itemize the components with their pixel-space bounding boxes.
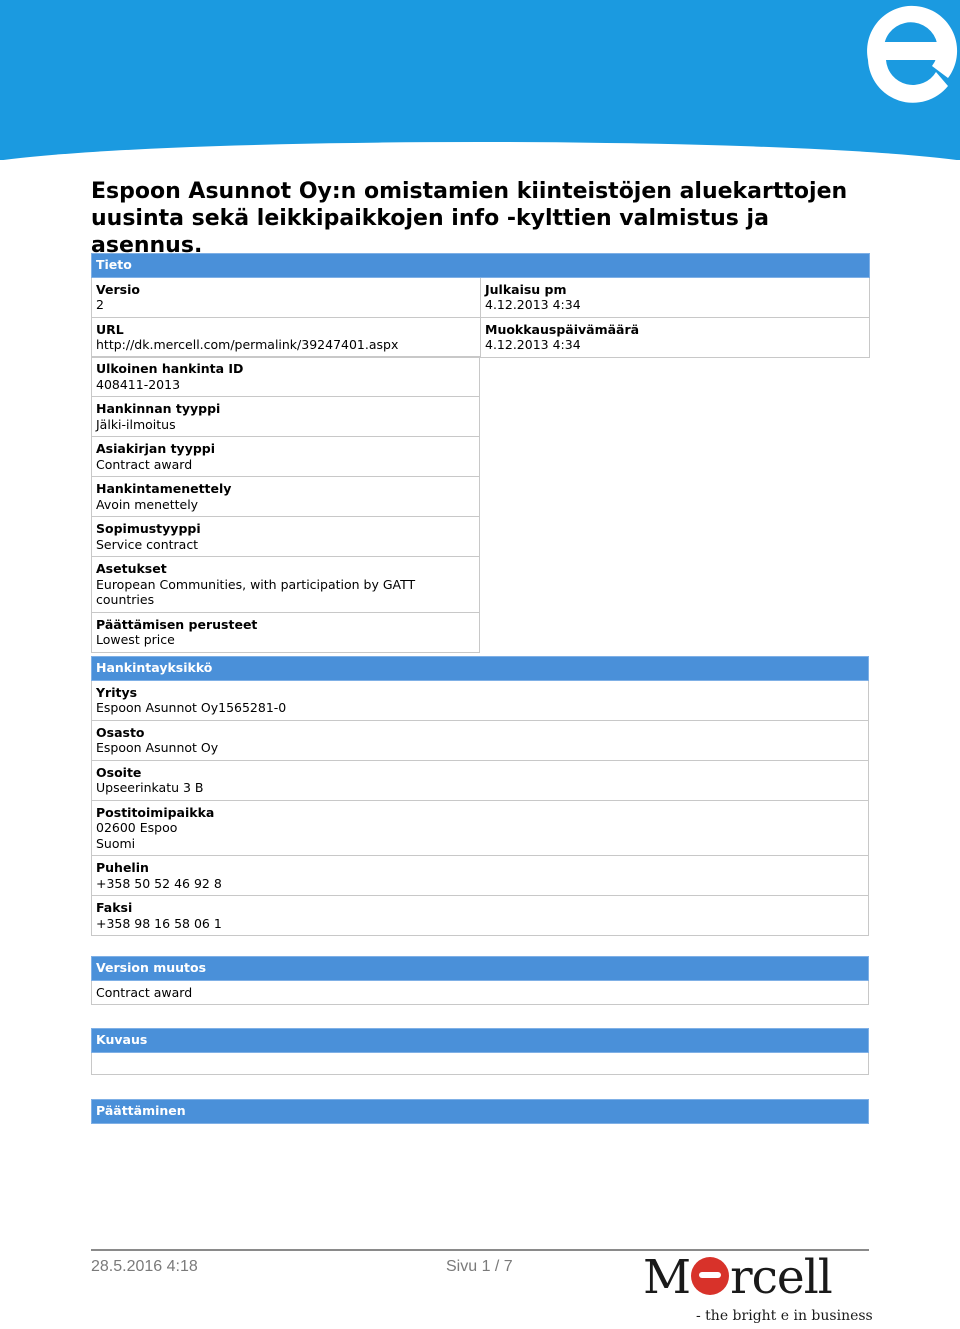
tieto-header-row [92, 254, 870, 278]
brand-name [643, 1252, 832, 1304]
field-osoite [92, 760, 869, 800]
field-value: +358 98 16 58 06 1 [96, 915, 222, 931]
field-postitoimipaikka [92, 800, 869, 856]
hankintayksikko-header: Hankintayksikkö [92, 657, 869, 681]
field-value-country: Suomi [96, 835, 136, 851]
julkaisu-cell [481, 277, 870, 317]
version-muutos-header: Version muutos [92, 957, 869, 981]
kuvaus-section [91, 1028, 869, 1075]
field-label: Puhelin [96, 860, 149, 875]
field-sopimustyyppi [92, 517, 480, 557]
field-label: Faksi [96, 900, 133, 915]
field-label: Ulkoinen hankinta ID [96, 361, 244, 376]
field-value: +358 50 52 46 92 8 [96, 875, 222, 891]
field-value: Contract award [96, 456, 193, 472]
muokkaus-label: Muokkauspäivämäärä [485, 321, 640, 337]
tieto-fields [91, 356, 480, 653]
url-label: URL [96, 321, 124, 337]
muokkaus-cell [481, 317, 870, 357]
mercell-brand-logo [643, 1250, 873, 1328]
julkaisu-value: 4.12.2013 4:34 [485, 297, 581, 312]
tieto-header: Tieto [92, 254, 870, 278]
field-label: Hankinnan tyyppi [96, 401, 221, 416]
field-faksi [92, 896, 869, 936]
field-label: Osoite [96, 764, 142, 780]
brand-tagline: - the bright e in business [696, 1308, 873, 1324]
versio-label: Versio [96, 281, 140, 297]
field-value: Espoon Asunnot Oy1565281-0 [96, 700, 287, 715]
field-value: Avoin menettely [96, 496, 199, 512]
footer-page-number: Sivu 1 / 7 [446, 1258, 513, 1275]
field-value: 02600 Espoo [96, 820, 178, 835]
field-label: Osasto [96, 724, 145, 740]
field-value: 408411-2013 [96, 376, 181, 392]
field-hankinnan-tyyppi [92, 397, 480, 437]
versio-cell [92, 277, 481, 317]
document-title: Espoon Asunnot Oy:n omistamien kiinteistöjen aluekarttojen uusinta sekä leikkipaikkojen info -kylttien valmistus ja asennus. [91, 179, 848, 258]
top-banner [0, 0, 960, 160]
field-label: Sopimustyyppi [96, 521, 201, 536]
paattaminen-section [91, 1099, 869, 1124]
version-muutos-value: Contract award [92, 980, 869, 1005]
hankintayksikko-section [91, 656, 869, 936]
field-value: Service contract [96, 536, 199, 552]
field-ulkoinen-id [92, 357, 480, 397]
field-value: Upseerinkatu 3 B [96, 780, 204, 795]
field-label: Hankintamenettely [96, 481, 232, 496]
muokkaus-value: 4.12.2013 4:34 [485, 337, 581, 352]
banner-wave [0, 142, 960, 160]
julkaisu-label: Julkaisu pm [485, 281, 567, 297]
field-value: Espoon Asunnot Oy [96, 740, 219, 755]
url-value[interactable]: http://dk.mercell.com/permalink/39247401.aspx [96, 337, 399, 352]
mercell-e-logo-icon [820, 0, 960, 110]
field-asiakirjan-tyyppi [92, 437, 480, 477]
url-cell [92, 317, 481, 357]
tieto-section [91, 253, 870, 358]
brand-suffix: rcell [730, 1250, 832, 1305]
footer-date: 28.5.2016 4:18 [91, 1258, 198, 1275]
field-paattamisen-perusteet [92, 612, 480, 652]
versio-value: 2 [96, 297, 104, 312]
field-label: Asiakirjan tyyppi [96, 441, 216, 456]
field-hankintamenettely [92, 477, 480, 517]
field-label: Asetukset [96, 561, 167, 576]
version-muutos-section [91, 956, 869, 1005]
tieto-row [92, 317, 870, 357]
kuvaus-body [92, 1052, 869, 1074]
tieto-row [92, 277, 870, 317]
field-puhelin [92, 856, 869, 896]
field-value: European Communities, with participation by GATT countries [96, 576, 416, 607]
field-label: Päättämisen perusteet [96, 616, 258, 632]
field-value: Lowest price [96, 632, 175, 647]
kuvaus-header: Kuvaus [92, 1029, 869, 1053]
field-asetukset [92, 557, 480, 613]
paattaminen-header: Päättäminen [92, 1100, 869, 1124]
field-yritys [92, 680, 869, 720]
brand-prefix: M [643, 1250, 691, 1305]
brand-e-icon [691, 1257, 729, 1295]
field-value: Jälki-ilmoitus [96, 416, 176, 432]
field-label: Yritys [96, 684, 138, 700]
field-label: Postitoimipaikka [96, 804, 215, 820]
field-osasto [92, 720, 869, 760]
